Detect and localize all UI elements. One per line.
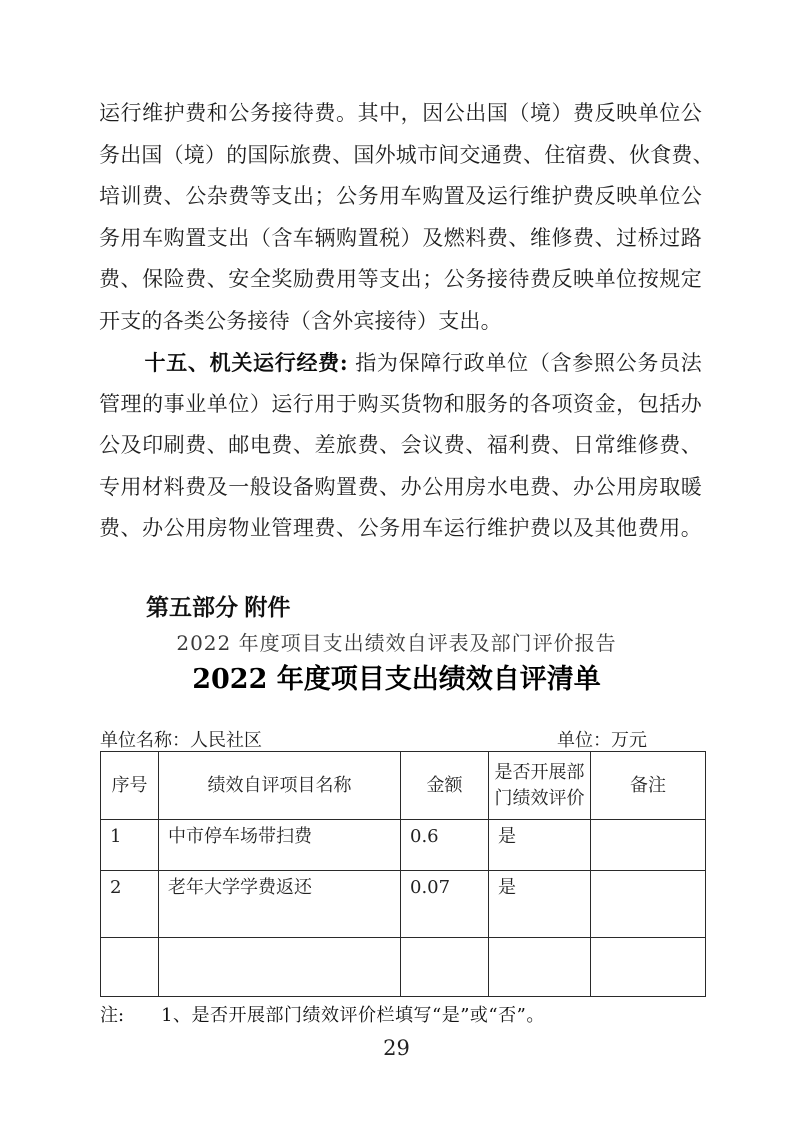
footnote-label: 注: [100, 1005, 125, 1026]
table-cell-amount: 0.6 [401, 820, 489, 871]
table-cell-dept-evaluation [489, 938, 591, 997]
currency-unit-label: 单位： [557, 730, 611, 751]
table-cell-project-name [159, 938, 401, 997]
table-cell-seq [101, 938, 159, 997]
self-evaluation-table [100, 751, 706, 997]
self-evaluation-list-title: 2022 年度项目支出绩效自评清单 [192, 664, 601, 695]
attachment-subtitle: 2022 年度项目支出绩效自评表及部门评价报告 [176, 631, 617, 655]
page-number: 29 [383, 1036, 410, 1060]
body-text [99, 93, 714, 550]
table-cell-remarks [591, 820, 706, 871]
paragraph2-bold-lead: 十五、机关运行经费: [144, 350, 348, 375]
paragraph1-line: 培训费、公杂费等支出；公务用车购置及运行维护费反映单位公 [99, 184, 702, 208]
table-cell-dept-evaluation: 是 [489, 820, 591, 871]
paragraph1-line: 务用车购置支出（含车辆购置税）及燃料费、维修费、过桥过路 [99, 225, 702, 250]
paragraph2-first-line-rest: 指为保障行政单位（含参照公务员法 [355, 351, 702, 375]
currency-unit-value: 万元 [611, 730, 647, 751]
table-cell-amount: 0.07 [401, 871, 489, 938]
paragraph2-line: 管理的事业单位）运行用于购买货物和服务的各项资金，包括办 [99, 391, 702, 416]
unit-name-line [100, 726, 262, 752]
column-header-project-name: 绩效自评项目名称 [159, 752, 401, 820]
table-cell-project-name: 中市停车场带扫费 [159, 820, 401, 871]
footnote-text: 1、是否开展部门绩效评价栏填写“是”或“否”。 [161, 1005, 545, 1026]
paragraph2-line: 费、办公用房物业管理费、公务用车运行维护费以及其他费用。 [99, 516, 702, 540]
currency-unit-line [557, 726, 647, 752]
unit-name-value: 人民社区 [190, 730, 262, 751]
paragraph2-first-line [99, 342, 702, 384]
column-header-seq: 序号 [101, 752, 159, 820]
paragraph2-line: 公及印刷费、邮电费、差旅费、会议费、福利费、日常维修费、 [99, 433, 702, 457]
table-cell-project-name: 老年大学学费返还 [159, 871, 401, 938]
table-cell-dept-evaluation: 是 [489, 871, 591, 938]
table-cell-seq: 2 [101, 871, 159, 938]
paragraph1-last-line: 开支的各类公务接待（含外宾接待）支出。 [99, 308, 502, 333]
paragraph2-line: 专用材料费及一般设备购置费、办公用房水电费、办公用房取暖 [99, 474, 702, 499]
column-header-remarks: 备注 [591, 752, 706, 820]
column-header-amount: 金额 [401, 752, 489, 820]
column-header-dept-evaluation: 是否开展部门绩效评价 [489, 752, 591, 820]
section-heading: 第五部分 附件 [146, 594, 291, 620]
unit-name-label: 单位名称： [100, 730, 190, 751]
table-cell-remarks [591, 871, 706, 938]
table-cell-amount [401, 938, 489, 997]
paragraph1-line: 费、保险费、安全奖励费用等支出；公务接待费反映单位按规定 [99, 267, 702, 291]
table-cell-seq: 1 [101, 820, 159, 871]
table-cell-remarks [591, 938, 706, 997]
paragraph1-line: 运行维护费和公务接待费。其中，因公出国（境）费反映单位公 [99, 101, 702, 125]
paragraph1-line: 务出国（境）的国际旅费、国外城市间交通费、住宿费、伙食费、 [99, 142, 714, 167]
table-footnote [100, 1001, 545, 1027]
